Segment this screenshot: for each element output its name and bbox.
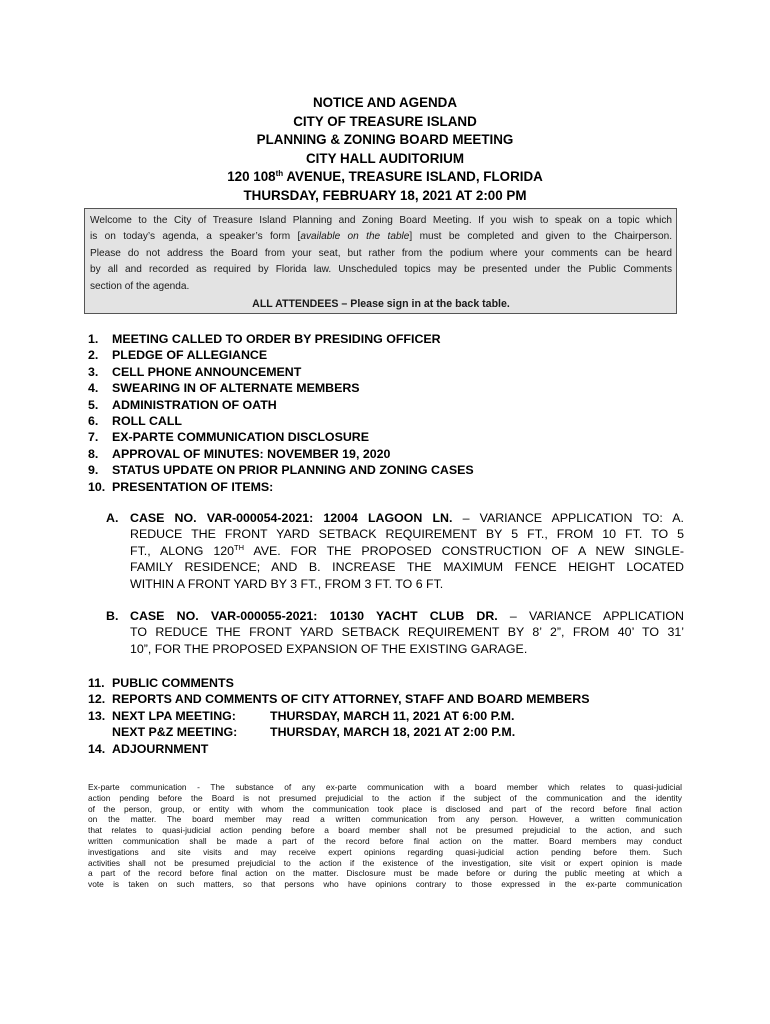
agenda-item: 6. ROLL CALL xyxy=(88,414,182,429)
agenda-list-continued xyxy=(88,675,688,757)
footnote-line: Ex-parte communication - The substance of any ex-parte communication with a board member which relates to quasi-judicial xyxy=(88,782,682,792)
notice-line: Please do not address the Board from your seat, but rather from the podium where your comments can be heard xyxy=(90,247,672,259)
footnote-line: activities shall not be presumed prejudicial to the action if the existence of the investigation, site visit or expert opinion is made xyxy=(88,857,682,868)
case-line: 10”, FOR THE PROPOSED EXPANSION OF THE EXISTING GARAGE. xyxy=(130,641,528,656)
footnote-line: written communication shall be made a part of the record before final action on the matter. Board members may conduct xyxy=(88,835,682,846)
agenda-item: 14. ADJOURNMENT xyxy=(88,741,209,756)
footnote-line: investigations and site visits and may receive expert opinions regarding quasi-judicial action pending before them. Such xyxy=(88,846,682,857)
agenda-item: 3. CELL PHONE ANNOUNCEMENT xyxy=(88,364,302,379)
case-line: TO REDUCE THE FRONT YARD SETBACK REQUIREMENT BY 8’ 2”, FROM 40’ TO 31’ xyxy=(130,625,684,640)
header-venue: CITY HALL AUDITORIUM xyxy=(306,150,464,166)
agenda-header xyxy=(0,94,770,206)
header-city-name: CITY OF TREASURE ISLAND xyxy=(293,113,477,129)
header-date: THURSDAY, FEBRUARY 18, 2021 AT 2:00 PM xyxy=(243,187,527,203)
agenda-item-next-meeting: NEXT P&Z MEETING: THURSDAY, MARCH 18, 2021 AT 2:00 P.M. xyxy=(112,725,516,740)
agenda-item: 5. ADMINISTRATION OF OATH xyxy=(88,397,277,412)
notice-line: by all and recorded as required by Florida law. Unscheduled topics may be presented under the Public Comments xyxy=(90,264,672,276)
header-notice-title: NOTICE AND AGENDA xyxy=(312,95,458,110)
agenda-list xyxy=(88,331,688,495)
agenda-item: 7. EX-PARTE COMMUNICATION DISCLOSURE xyxy=(88,430,369,445)
case-title: CASE NO. VAR-000054-2021: 12004 LAGOON LN. xyxy=(130,511,453,525)
case-letter: A. xyxy=(106,511,119,525)
notice-line: Welcome to the City of Treasure Island Planning and Zoning Board Meeting. If you wish to speak on a topic which xyxy=(90,215,672,226)
agenda-item: 2. PLEDGE OF ALLEGIANCE xyxy=(88,348,268,363)
footnote-line: action pending before the Board is not presumed prejudicial to the action if the subject of the communication and the identity xyxy=(88,792,682,803)
footnote-line: on the matter. The board member may read a written communication from any person. However, a written communication xyxy=(88,814,682,825)
agenda-item: 9. STATUS UPDATE ON PRIOR PLANNING AND ZONING CASES xyxy=(88,463,474,478)
notice-emphasis: available on the table xyxy=(300,231,410,243)
case-line: REDUCE THE FRONT YARD SETBACK REQUIREMENT BY 5 FT., FROM 10 FT. TO 5 xyxy=(130,527,684,542)
sign-in-instruction: ALL ATTENDEES – Please sign in at the back table. xyxy=(252,298,510,311)
header-address: 120 108th AVENUE, TREASURE ISLAND, FLORIDA xyxy=(227,169,543,185)
agenda-item: 10. PRESENTATION OF ITEMS: xyxy=(88,479,274,494)
case-line: CASE NO. VAR-000054-2021: 12004 LAGOON LN. – VARIANCE APPLICATION TO: A. xyxy=(130,511,684,525)
case-line: CASE NO. VAR-000055-2021: 10130 YACHT CLUB DR. – VARIANCE APPLICATION xyxy=(130,609,684,624)
notice-line: section of the agenda. xyxy=(90,280,190,292)
case-item-b xyxy=(106,608,684,657)
agenda-item: 8. APPROVAL OF MINUTES: NOVEMBER 19, 2020 xyxy=(88,446,391,461)
footnote-line: a part of the record before final action on the matter. Disclosure must be made before or during the public meeting at which a xyxy=(88,868,682,879)
case-item-a xyxy=(106,510,684,592)
case-line: WITHIN A FRONT YARD BY 3 FT., FROM 3 FT. TO 6 FT. xyxy=(130,576,444,591)
agenda-item: 11. PUBLIC COMMENTS xyxy=(88,676,234,690)
agenda-item: 1. MEETING CALLED TO ORDER BY PRESIDING OFFICER xyxy=(88,332,441,346)
case-line: FAMILY RESIDENCE; AND B. INCREASE THE MAXIMUM FENCE HEIGHT LOCATED xyxy=(130,560,684,575)
agenda-item: 12. REPORTS AND COMMENTS OF CITY ATTORNEY, STAFF AND BOARD MEMBERS xyxy=(88,692,590,707)
welcome-notice-box xyxy=(84,208,677,314)
notice-line: is on today’s agenda, a speaker’s form [available on the table] must be completed and given to the Chairperson. xyxy=(90,231,672,243)
footnote-line: that relates to quasi-judicial action pending before a board member shall not be presumed prejudicial to the action, and such xyxy=(88,825,682,836)
case-letter: B. xyxy=(106,609,119,624)
ex-parte-footnote xyxy=(88,782,682,890)
footnote-line: of the person, group, or entity with whom the communication took place is disclosed and part of the record before final action xyxy=(88,803,682,814)
footnote-line: vote is taken on such matters, so that persons who have opinions contrary to those expressed in the ex-parte communication xyxy=(88,879,682,890)
header-meeting-name: PLANNING & ZONING BOARD MEETING xyxy=(256,132,514,148)
agenda-item: 4. SWEARING IN OF ALTERNATE MEMBERS xyxy=(88,381,360,396)
case-list xyxy=(106,510,684,673)
agenda-item-next-meeting: 13. NEXT LPA MEETING: THURSDAY, MARCH 11, 2021 AT 6:00 P.M. xyxy=(88,708,515,723)
case-title: CASE NO. VAR-000055-2021: 10130 YACHT CLUB DR. xyxy=(130,609,498,624)
case-line: FT., ALONG 120TH AVE. FOR THE PROPOSED CONSTRUCTION OF A NEW SINGLE- xyxy=(130,542,685,558)
